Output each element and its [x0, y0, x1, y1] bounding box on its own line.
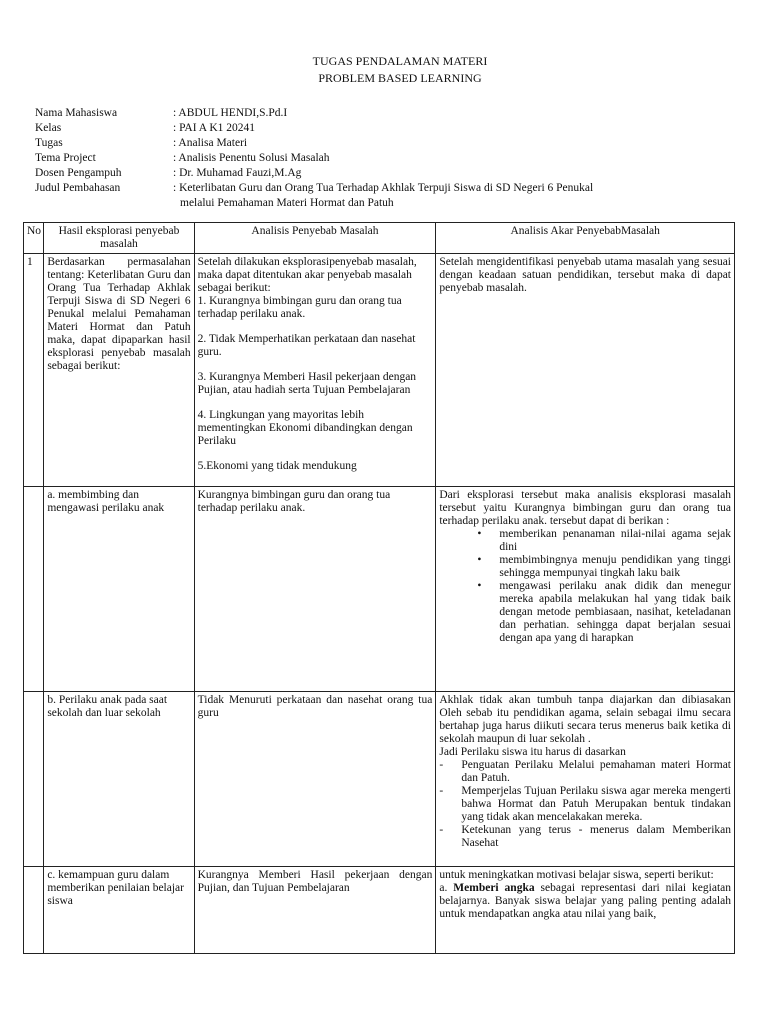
info-value-wrap — [173, 181, 735, 211]
cell-exploration: c. kemampuan guru dalam memberikan penilaian belajar siswa — [44, 867, 194, 954]
doc-subtitle: PROBLEM BASED LEARNING — [318, 71, 482, 85]
cause-item: 3. Kurangnya Memberi Hasil pekerjaan dengan Pujian, atau hadiah serta Tujuan Pembelajaran — [197, 371, 417, 396]
info-key: Nama Mahasiswa — [35, 107, 118, 119]
bullet-list — [439, 528, 731, 645]
table-row — [24, 487, 735, 692]
cause-intro: Setelah dilakukan eksplorasipenyebab masalah, maka dapat ditentukan akar penyebab masalah sebagai berikut: — [197, 256, 417, 294]
info-row-class — [35, 121, 735, 136]
cause-item: 5.Ekonomi yang tidak mendukung — [197, 460, 357, 472]
cell-cause-analysis: Kurangnya bimbingan guru dan orang tua terhadap perilaku anak. — [194, 487, 436, 692]
root-cause-intro: Dari eksplorasi tersebut maka analisis eksplorasi masalah tersebut yaitu Kurangnya bimbingan guru dan orang tua terhadap perilaku anak. tersebut dapat di berikan : — [439, 489, 731, 527]
table-row — [24, 867, 735, 954]
cell-no: 1 — [24, 254, 44, 487]
list-item: - Ketekunan yang terus - menerus dalam Memberikan Nasehat — [439, 824, 731, 850]
dash-list — [439, 759, 731, 850]
info-row-lecturer — [35, 166, 735, 181]
point-prefix: a. — [439, 882, 454, 894]
list-item: • memberikan penanaman nilai-nilai agama sejak dini — [477, 528, 731, 554]
info-key: Kelas — [35, 122, 62, 134]
cell-cause-analysis — [194, 254, 436, 487]
list-item: - Memperjelas Tujuan Perilaku siswa agar mereka mengerti bahwa Hormat dan Patuh Merupakan bentuk tindakan yang tidak akan mencelakakan mereka. — [439, 785, 731, 824]
list-item: - Penguatan Perilaku Melalui pemahaman materi Hormat dan Patuh. — [439, 759, 731, 785]
cell-root-cause — [436, 867, 735, 954]
cell-exploration: Berdasarkan permasalahan tentang: Keterlibatan Guru dan Orang Tua Terhadap Akhlak Terpuji Siswa di SD Negeri 6 Penukal melalui Pemahaman Materi Hormat dan Patuh maka, dapat dipaparkan hasil eksplorasi penyebab masalah sebagai berikut: — [44, 254, 194, 487]
root-cause-intro: Akhlak tidak akan tumbuh tanpa diajarkan dan dibiasakan Oleh sebab itu pendidikan agama, selain sebagai ilmu secara bertahap juga harus diikuti secara terus menerus baik ketika di sekolah maupun di luar sekolah . — [439, 694, 731, 745]
info-row-task — [35, 136, 735, 151]
header-no: No — [24, 223, 44, 254]
cause-item: 4. Lingkungan yang mayoritas lebih mementingkan Ekonomi dibandingkan dengan Perilaku — [197, 409, 413, 447]
info-value: : ABDUL HENDI,S.Pd.I — [173, 107, 288, 119]
cell-exploration: a. membimbing dan mengawasi perilaku anak — [44, 487, 194, 692]
cell-exploration: b. Perilaku anak pada saat sekolah dan luar sekolah — [44, 692, 194, 867]
table-header-row — [24, 223, 735, 254]
header-root-cause: Analisis Akar PenyebabMasalah — [436, 223, 735, 254]
info-value: : Analisa Materi — [173, 137, 248, 149]
cell-no — [24, 867, 44, 954]
cause-item: 2. Tidak Memperhatikan perkataan dan nasehat guru. — [197, 333, 416, 358]
header-exploration: Hasil eksplorasi penyebab masalah — [44, 223, 194, 254]
point-text: sebagai representasi dari nilai kegiatan belajarnya. Banyak siswa belajar yang paling penting adalah untuk mendapatkan angka atau nilai yang baik, — [439, 882, 731, 920]
info-value: : Analisis Penentu Solusi Masalah — [173, 152, 330, 164]
info-value: : Dr. Muhamad Fauzi,M.Ag — [173, 167, 302, 179]
cell-root-cause — [436, 692, 735, 867]
cell-root-cause — [436, 487, 735, 692]
info-key: Tugas — [35, 137, 63, 149]
table-row — [24, 254, 735, 487]
info-value: : PAI A K1 20241 — [173, 122, 256, 134]
list-item: • mengawasi perilaku anak didik dan menegur mereka apabila melakukan hal yang tidak baik dengan metode pembiasaan, nasihat, keteladanan dan perhatian. sehingga dapat berjalan sesuai dengan apa yang di harapkan — [477, 580, 731, 645]
student-info — [35, 106, 735, 211]
info-value: : Keterlibatan Guru dan Orang Tua Terhadap Akhlak Terpuji Siswa di SD Negeri 6 Penukal — [173, 182, 594, 194]
analysis-table — [23, 222, 735, 954]
info-row-theme — [35, 151, 735, 166]
root-cause-point-a — [439, 882, 731, 921]
header-cause-analysis: Analisis Penyebab Masalah — [194, 223, 436, 254]
info-row-name — [35, 106, 735, 121]
info-key: Tema Project — [35, 152, 96, 164]
cause-item: 1. Kurangnya bimbingan guru dan orang tua terhadap perilaku anak. — [197, 295, 402, 320]
doc-title: TUGAS PENDALAMAN MATERI — [312, 54, 488, 68]
cell-no — [24, 692, 44, 867]
info-row-topic — [35, 181, 735, 211]
cell-cause-analysis: Kurangnya Memberi Hasil pekerjaan dengan Pujian, dan Tujuan Pembelajaran — [194, 867, 436, 954]
table-row — [24, 692, 735, 867]
info-key: Dosen Pengampuh — [35, 167, 122, 179]
cell-no — [24, 487, 44, 692]
cell-cause-analysis: Tidak Menuruti perkataan dan nasehat orang tua guru — [194, 692, 436, 867]
cell-root-cause: Setelah mengidentifikasi penyebab utama masalah yang sesuai dengan keadaan satuan pendidikan, tersebut maka di dapat penyebab masalah. — [436, 254, 735, 487]
list-item: • membimbingnya menuju pendidikan yang tinggi sehingga mempunyai tingkah laku baik — [477, 554, 731, 580]
root-cause-intro: untuk meningkatkan motivasi belajar siswa, seperti berikut: — [439, 869, 714, 881]
point-bold: Memberi angka — [453, 882, 535, 894]
info-value-continued: melalui Pemahaman Materi Hormat dan Patuh — [180, 197, 394, 209]
root-cause-lead: Jadi Perilaku siswa itu harus di dasarkan — [439, 746, 626, 758]
info-key: Judul Pembahasan — [35, 182, 121, 194]
